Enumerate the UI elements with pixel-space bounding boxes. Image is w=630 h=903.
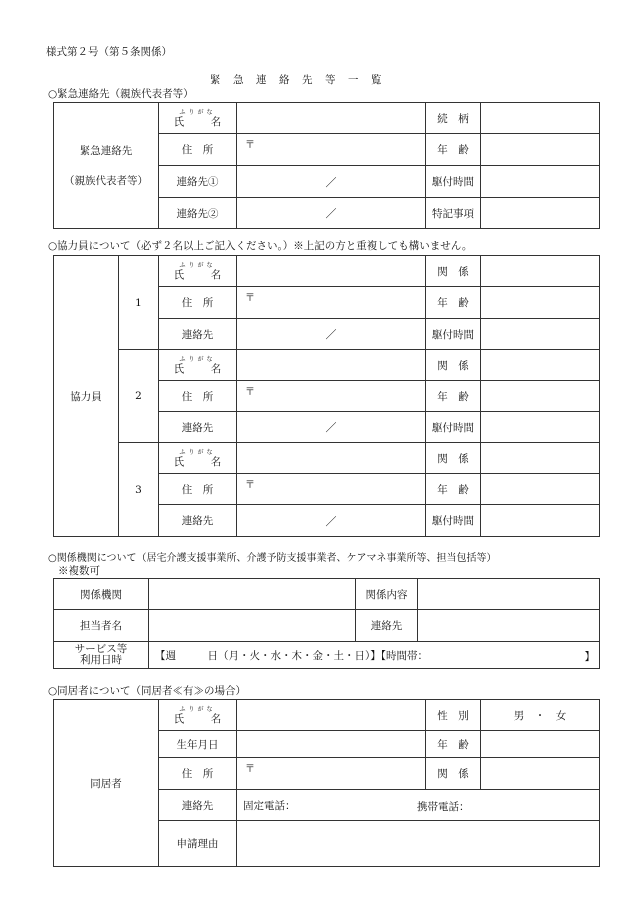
section3-heading: ○関係機関について（居宅介護支援事業所、介護予防支援事業者、ケアマネ事業所等、担当包括等）	[48, 553, 497, 564]
section2-heading: ○協力員について（必ず２名以上ご記入ください。）※上記の方と重複しても構いません。	[48, 240, 473, 252]
name-label: ふりがな 氏 名	[159, 350, 237, 381]
relation-field[interactable]	[481, 443, 600, 474]
contact-field[interactable]	[237, 790, 600, 821]
landline-label: 固定電話：	[243, 799, 296, 812]
postal-mark: 〒	[245, 293, 255, 304]
address-label: 住 所	[159, 287, 237, 319]
relation-field[interactable]	[481, 350, 600, 381]
arrival-time-label: 駆付時間	[426, 505, 481, 537]
address-field[interactable]	[237, 474, 426, 505]
arrival-time-label: 駆付時間	[426, 412, 481, 443]
name-field[interactable]	[237, 103, 426, 134]
relation-content-field[interactable]	[418, 579, 600, 610]
name-label: ふりがな 氏 名	[159, 256, 237, 287]
name-label: ふりがな 氏 名	[159, 443, 237, 474]
relation-label: 関 係	[426, 443, 481, 474]
cooperator-table	[53, 255, 600, 537]
age-label: 年 齢	[426, 287, 481, 319]
contact-field[interactable]: ／	[237, 412, 426, 443]
postal-mark: 〒	[245, 480, 255, 491]
name-field[interactable]	[237, 350, 426, 381]
contact-label: 連絡先	[159, 412, 237, 443]
age-field[interactable]	[481, 474, 600, 505]
cooperator-number: 2	[119, 350, 159, 443]
mobile-label: 携帯電話：	[417, 801, 470, 813]
notes-label: 特記事項	[426, 198, 481, 229]
org-label: 関係機関	[54, 579, 149, 610]
age-label: 年 齢	[426, 731, 481, 758]
service-label: サービス等 利用日時	[54, 642, 149, 669]
age-field[interactable]	[481, 731, 600, 758]
relation-field[interactable]	[481, 758, 600, 790]
relation-label: 関 係	[426, 256, 481, 287]
contact-label: 連絡先	[159, 790, 237, 821]
org-field[interactable]	[149, 579, 356, 610]
birth-label: 生年月日	[159, 731, 237, 758]
schedule-text: 【週 日（月・火・水・木・金・土・日）】【時間帯：	[155, 649, 428, 662]
address-label: 住 所	[159, 758, 237, 790]
birth-field[interactable]	[237, 731, 426, 758]
age-label: 年 齢	[426, 381, 481, 412]
schedule-end-bracket: 】	[584, 651, 595, 663]
name-label: ふりがな 氏 名	[159, 103, 237, 134]
person-field[interactable]	[149, 610, 356, 642]
cohabitant-group-label: 同居者	[54, 700, 159, 867]
arrival-time-field[interactable]	[481, 319, 600, 350]
section3-subnote: ※複数可	[58, 565, 100, 577]
service-schedule-field[interactable]	[149, 642, 600, 669]
agency-table	[53, 578, 600, 669]
address-field[interactable]	[237, 287, 426, 319]
notes-field[interactable]	[481, 198, 600, 229]
section1-heading: ○緊急連絡先（親族代表者等）	[48, 88, 194, 100]
relationship-label: 続 柄	[426, 103, 481, 134]
cooperator-number: 3	[119, 443, 159, 537]
postal-mark: 〒	[245, 764, 255, 775]
relation-content-label: 関係内容	[356, 579, 418, 610]
address-field[interactable]	[237, 758, 426, 790]
name-label: ふりがな 氏 名	[159, 700, 237, 731]
contact-field[interactable]	[418, 610, 600, 642]
address-label: 住 所	[159, 134, 237, 166]
gender-label: 性 別	[426, 700, 481, 731]
arrival-time-label: 駆付時間	[426, 319, 481, 350]
age-label: 年 齢	[426, 134, 481, 166]
postal-mark: 〒	[245, 140, 255, 151]
arrival-time-field[interactable]	[481, 166, 600, 198]
address-field[interactable]	[237, 381, 426, 412]
contact2-field[interactable]: ／	[237, 198, 426, 229]
age-field[interactable]	[481, 134, 600, 166]
contact2-label: 連絡先②	[159, 198, 237, 229]
contact-label: 連絡先	[159, 319, 237, 350]
cooperator-number: 1	[119, 256, 159, 350]
contact-label: 連絡先	[159, 505, 237, 537]
emergency-group-label: 緊急連絡先 （親族代表者等）	[54, 103, 159, 229]
contact-field[interactable]: ／	[237, 319, 426, 350]
relation-label: 関 係	[426, 350, 481, 381]
name-field[interactable]	[237, 443, 426, 474]
cohabitant-table	[53, 699, 600, 867]
name-field[interactable]	[237, 700, 426, 731]
relation-label: 関 係	[426, 758, 481, 790]
arrival-time-field[interactable]	[481, 412, 600, 443]
relationship-field[interactable]	[481, 103, 600, 134]
reason-field[interactable]	[237, 821, 600, 867]
address-label: 住 所	[159, 474, 237, 505]
person-label: 担当者名	[54, 610, 149, 642]
gender-options[interactable]: 男 ・ 女	[481, 700, 600, 731]
form-number: 様式第２号（第５条関係）	[46, 46, 172, 58]
postal-mark: 〒	[245, 387, 255, 398]
address-label: 住 所	[159, 381, 237, 412]
contact-label: 連絡先	[356, 610, 418, 642]
age-field[interactable]	[481, 287, 600, 319]
contact-field[interactable]: ／	[237, 505, 426, 537]
age-label: 年 齢	[426, 474, 481, 505]
name-field[interactable]	[237, 256, 426, 287]
contact1-field[interactable]: ／	[237, 166, 426, 198]
emergency-contact-table	[53, 102, 600, 229]
arrival-time-field[interactable]	[481, 505, 600, 537]
cooperator-group-label: 協力員	[54, 256, 119, 537]
arrival-time-label: 駆付時間	[426, 166, 481, 198]
contact1-label: 連絡先①	[159, 166, 237, 198]
relation-field[interactable]	[481, 256, 600, 287]
section4-heading: ○同居者について（同居者≪有≫の場合）	[48, 685, 246, 697]
age-field[interactable]	[481, 381, 600, 412]
reason-label: 申請理由	[159, 821, 237, 867]
address-field[interactable]	[237, 134, 426, 166]
page-title: 緊 急 連 絡 先 等 一 覧	[210, 74, 383, 86]
